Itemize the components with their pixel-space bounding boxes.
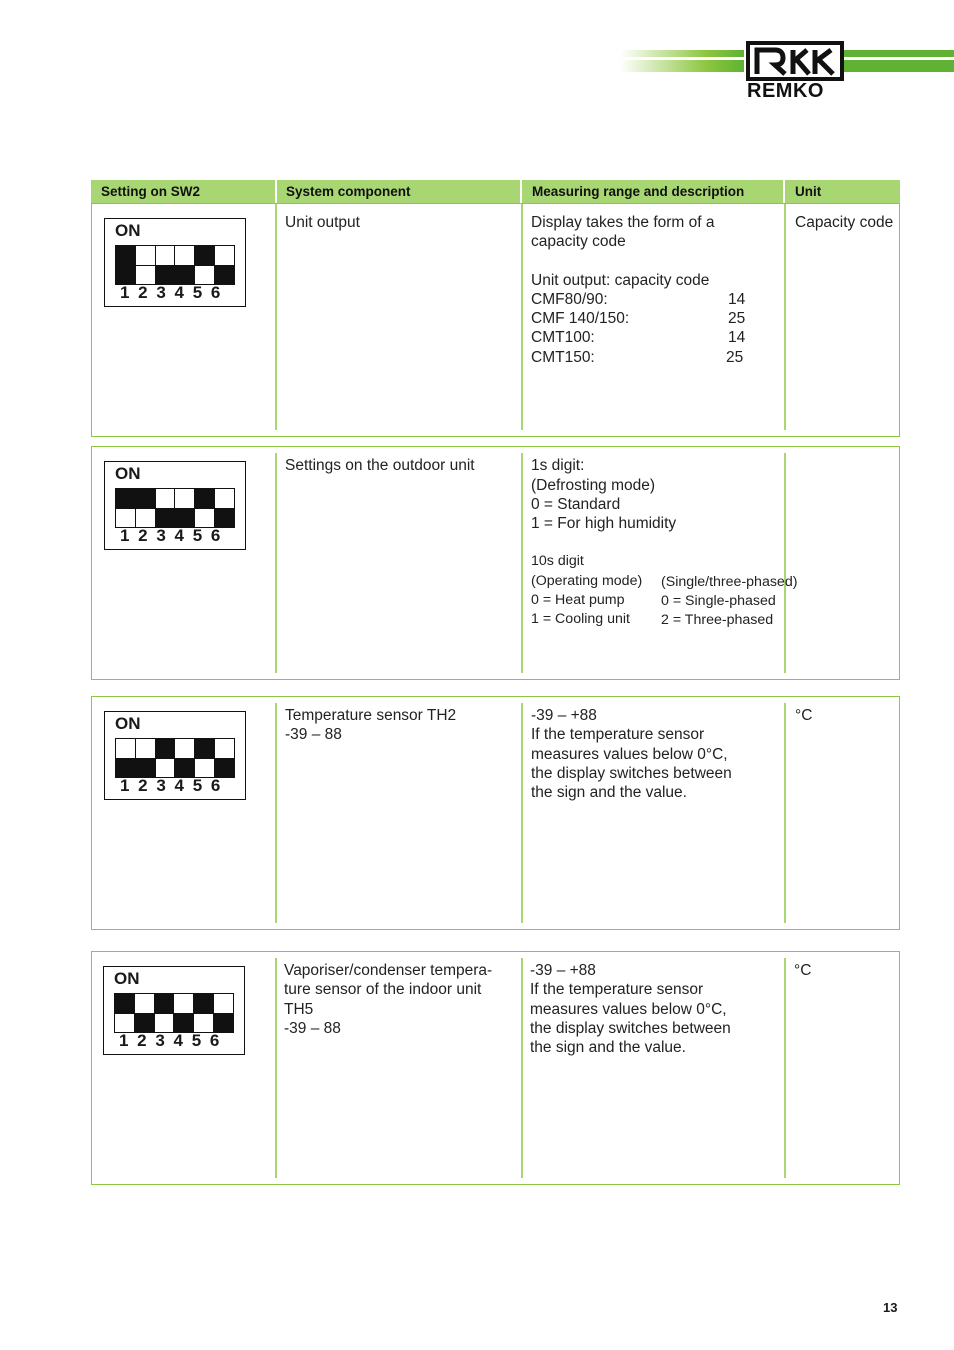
description-line: -39 – +88 — [531, 707, 597, 724]
dip-on-label: ON — [115, 714, 141, 733]
dip-switch-grid — [115, 245, 235, 285]
tens-line: 1 = Cooling unit — [531, 611, 630, 627]
dip-switch-5 — [195, 739, 215, 777]
description-line: Unit output: capacity code — [531, 272, 710, 289]
description-line: -39 – +88 — [530, 962, 596, 979]
header-green-bar-right — [844, 50, 954, 72]
page-number: 13 — [883, 1300, 898, 1315]
dip-switch-3 — [156, 489, 176, 527]
dip-numbers: 1 2 3 4 5 6 — [120, 776, 223, 795]
dip-switch-2 — [136, 739, 156, 777]
description-line: capacity code — [531, 233, 626, 250]
dip-switch-6 — [214, 994, 233, 1032]
dip-numbers: 1 2 3 4 5 6 — [119, 1031, 222, 1050]
description-line: If the temperature sensor — [531, 726, 705, 743]
dip-switch-3 — [156, 739, 176, 777]
phase-line: 2 = Three-phased — [661, 612, 774, 628]
table-header — [91, 180, 900, 203]
unit-text: Capacity code — [795, 214, 894, 231]
header-green-bar — [620, 50, 744, 72]
table-row — [91, 696, 900, 930]
description-line: If the temperature sensor — [530, 981, 704, 998]
header-component: System component — [286, 184, 411, 199]
dip-switch-4 — [174, 994, 194, 1032]
dip-switch-1 — [116, 739, 136, 777]
dip-switch-4 — [175, 739, 195, 777]
description-line: measures values below 0°C, — [531, 746, 728, 763]
tens-line: 10s digit — [531, 553, 584, 569]
code-model: CMF80/90: — [531, 291, 608, 308]
dip-switch-5 — [195, 489, 215, 527]
dip-switch-5 — [195, 246, 215, 284]
tens-line: (Operating mode) — [531, 573, 643, 589]
dip-switch-4 — [175, 246, 195, 284]
code-model: CMF 140/150: — [531, 310, 630, 327]
dip-switch-grid — [114, 993, 234, 1033]
dip-switch-4 — [175, 489, 195, 527]
header-setting: Setting on SW2 — [101, 184, 200, 199]
dip-switch — [103, 966, 245, 1055]
description-line: the display switches between — [530, 1020, 731, 1037]
description-line: 1 = For high humidity — [531, 515, 677, 532]
component-text: Vaporiser/condenser tempera- ture sensor of the indoor unit TH5 -39 – 88 — [284, 962, 493, 1038]
description-line: Display takes the form of a — [531, 214, 715, 231]
dip-on-label: ON — [114, 969, 140, 988]
dip-switch-3 — [155, 994, 175, 1032]
dip-switch-6 — [215, 489, 234, 527]
description-line: the sign and the value. — [531, 784, 687, 801]
unit-text: °C — [795, 707, 813, 724]
dip-switch-2 — [136, 246, 156, 284]
dip-switch — [104, 711, 246, 800]
dip-switch-1 — [116, 489, 136, 527]
table-row — [91, 446, 900, 680]
dip-switch — [104, 218, 246, 307]
dip-switch-6 — [215, 739, 234, 777]
description-line: 1s digit: — [531, 457, 585, 474]
dip-switch-grid — [115, 488, 235, 528]
dip-switch-5 — [194, 994, 214, 1032]
phase-line: 0 = Single-phased — [661, 593, 776, 609]
table-row — [91, 203, 900, 437]
description-line: 0 = Standard — [531, 496, 621, 513]
code-value: 25 — [726, 349, 744, 366]
description-line: the sign and the value. — [530, 1039, 686, 1056]
description-line: measures values below 0°C, — [530, 1001, 727, 1018]
dip-switch-1 — [116, 246, 136, 284]
dip-on-label: ON — [115, 221, 141, 240]
dip-switch-1 — [115, 994, 135, 1032]
dip-switch-2 — [135, 994, 155, 1032]
dip-on-label: ON — [115, 464, 141, 483]
header-unit: Unit — [795, 184, 822, 199]
dip-switch-6 — [215, 246, 234, 284]
phase-line: (Single/three-phased) — [661, 574, 798, 590]
dip-switch-3 — [156, 246, 176, 284]
description-line: (Defrosting mode) — [531, 477, 656, 494]
code-value: 14 — [728, 291, 746, 308]
dip-switch-2 — [136, 489, 156, 527]
code-value: 14 — [728, 329, 746, 346]
component-text: Temperature sensor TH2 -39 – 88 — [285, 707, 457, 744]
unit-text: °C — [794, 962, 812, 979]
table-row — [91, 951, 900, 1185]
dip-switch — [104, 461, 246, 550]
code-value: 25 — [728, 310, 746, 327]
code-model: CMT100: — [531, 329, 595, 346]
component-text: Settings on the outdoor unit — [285, 457, 475, 474]
dip-numbers: 1 2 3 4 5 6 — [120, 283, 223, 302]
header-description: Measuring range and description — [532, 184, 745, 199]
dip-switch-grid — [115, 738, 235, 778]
description-line: the display switches between — [531, 765, 732, 782]
brand-name: REMKO — [747, 80, 824, 102]
tens-line: 0 = Heat pump — [531, 592, 625, 608]
component-text: Unit output — [285, 214, 360, 231]
code-model: CMT150: — [531, 349, 595, 366]
dip-numbers: 1 2 3 4 5 6 — [120, 526, 223, 545]
